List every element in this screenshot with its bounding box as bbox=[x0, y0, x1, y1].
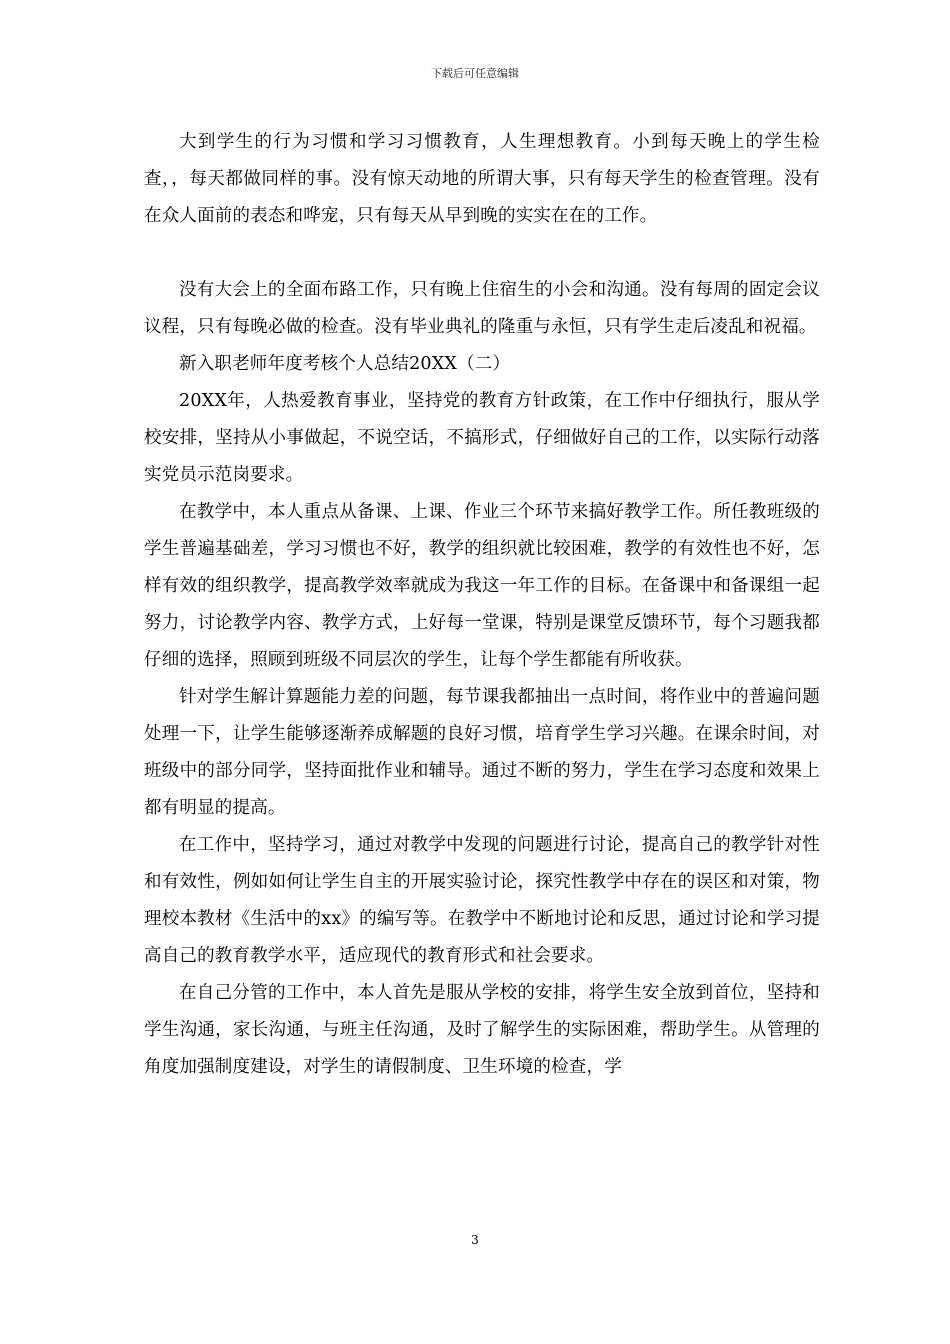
page-header: 下载后可任意编辑 bbox=[431, 67, 519, 80]
paragraph: 大到学生的行为习惯和学习习惯教育，人生理想教育。小到每天晚上的学生检查，，每天都做同样的事。没有惊天动地的所谓大事，只有每天学生的检查管理。没有在众人面前的表态和哗宠，只有每天从早到晚的实实在在的工作。 bbox=[144, 132, 820, 226]
paragraph: 针对学生解计算题能力差的问题，每节课我都抽出一点时间，将作业中的普遍问题处理一下，让学生能够逐渐养成解题的良好习惯，培育学生学习兴趣。在课余时间，对班级中的部分同学，坚持面批作业和辅导。通过不断的努力，学生在学习态度和效果上都有明显的提高。 bbox=[144, 687, 820, 818]
paragraph: 在工作中，坚持学习，通过对教学中发现的问题进行讨论，提高自己的教学针对性和有效性，例如如何让学生自主的开展实验讨论，探究性教学中存在的误区和对策，物理校本教材《生活中的xx》的编写等。在教学中不断地讨论和反思，通过讨论和学习提高自己的教育教学水平，适应现代的教育形式和社会要求。 bbox=[144, 835, 820, 966]
paragraph: 20XX年，人热爱教育事业，坚持党的教育方针政策，在工作中仔细执行，服从学校安排，坚持从小事做起，不说空话，不搞形式，仔细做好自己的工作，以实际行动落实党员示范岗要求。 bbox=[144, 391, 820, 485]
document-body bbox=[144, 124, 820, 1086]
paragraph: 在教学中，本人重点从备课、上课、作业三个环节来搞好教学工作。所任教班级的学生普遍基础差，学习习惯也不好，教学的组织就比较困难，教学的有效性也不好，怎样有效的组织教学，提高教学效率就成为我这一年工作的目标。在备课中和备课组一起努力，讨论教学内容、教学方式，上好每一堂课，特别是课堂反馈环节，每个习题我都仔细的选择，照顾到班级不同层次的学生，让每个学生都能有所收获。 bbox=[144, 502, 820, 670]
paragraph: 没有大会上的全面布路工作，只有晚上住宿生的小会和沟通。没有每周的固定会议议程，只有每晚必做的检查。没有毕业典礼的隆重与永恒，只有学生走后凌乱和祝福。 bbox=[144, 280, 820, 337]
page-number: 3 bbox=[471, 1233, 479, 1247]
section-title: 新入职老师年度考核个人总结20XX（二） bbox=[179, 354, 511, 374]
paragraph: 在自己分管的工作中，本人首先是服从学校的安排，将学生安全放到首位，坚持和学生沟通，家长沟通，与班主任沟通，及时了解学生的实际困难，帮助学生。从管理的角度加强制度建设，对学生的请假制度、卫生环境的检查，学 bbox=[144, 983, 820, 1077]
